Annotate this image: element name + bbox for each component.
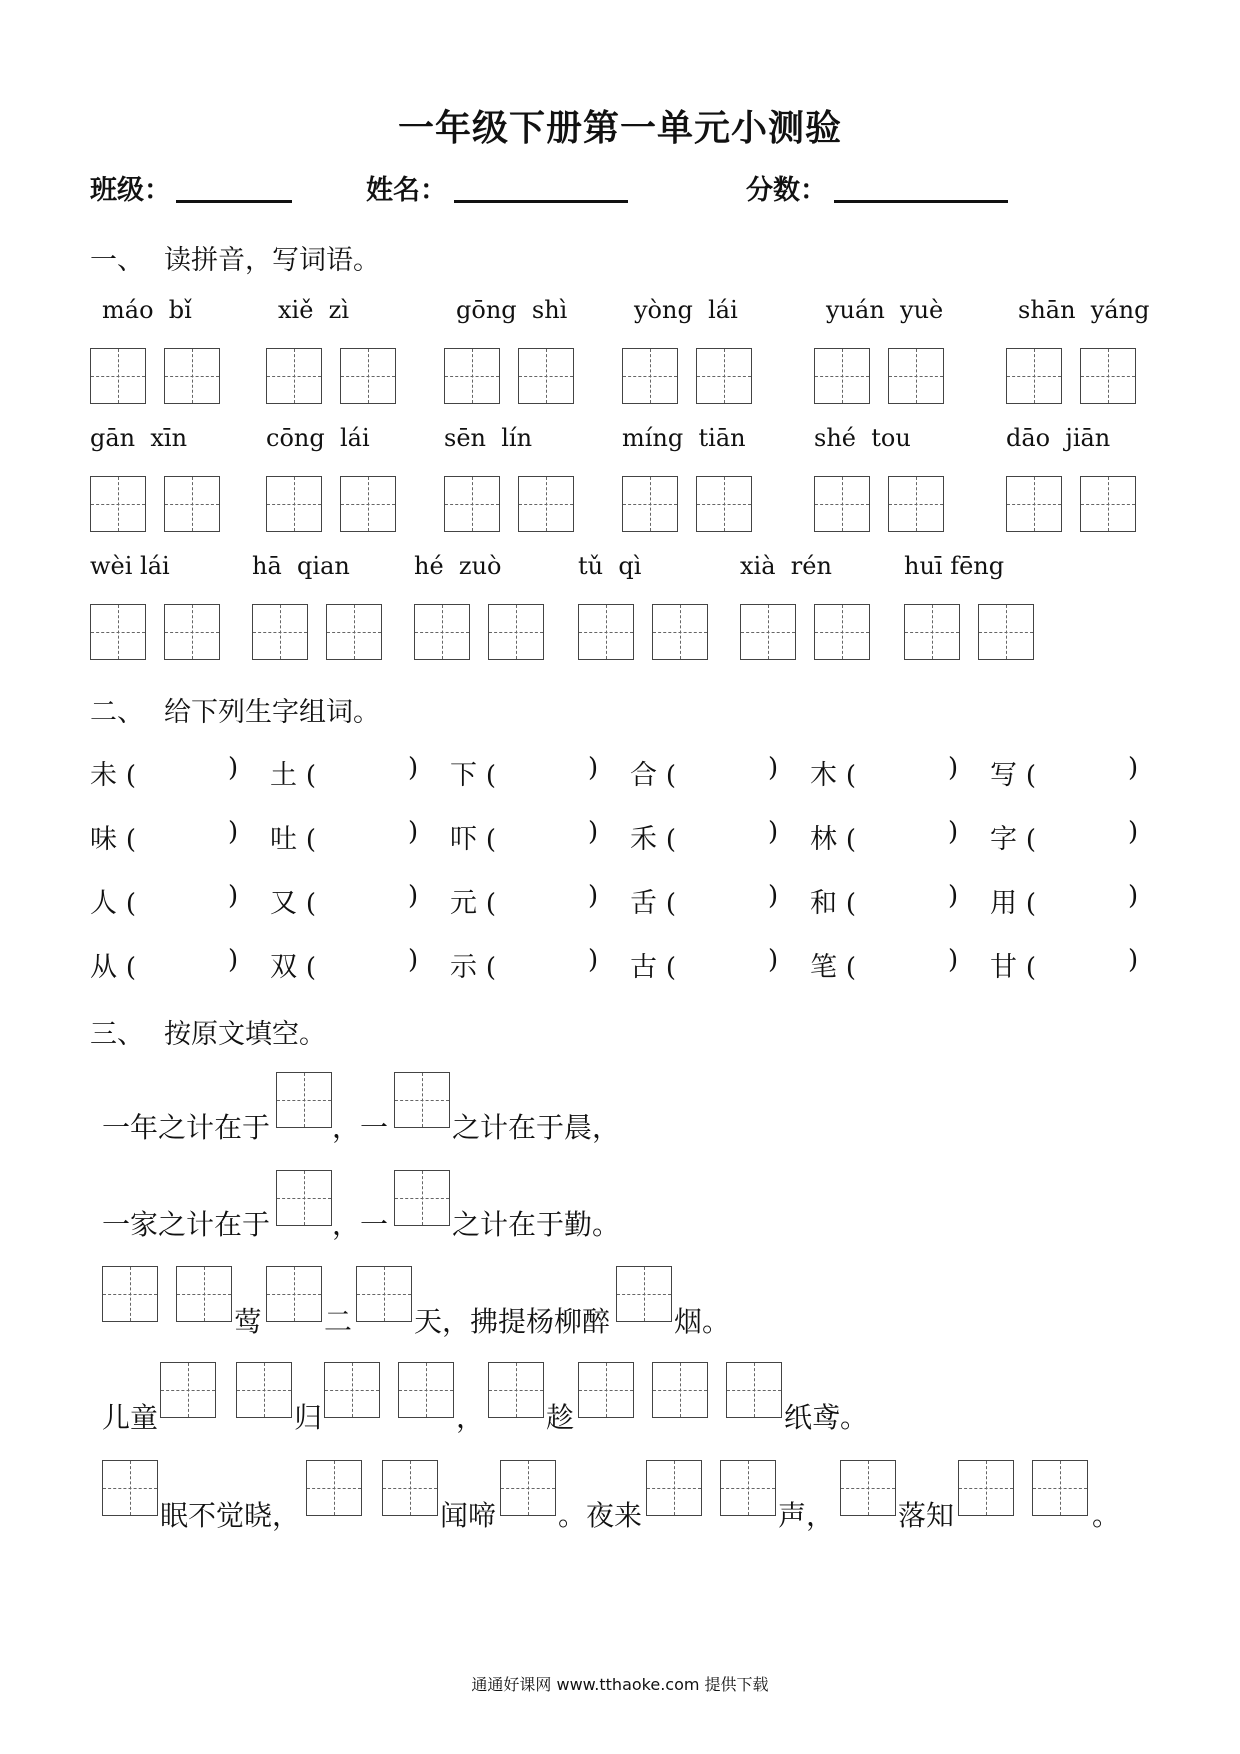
pinyin-label: wèi lái bbox=[90, 552, 170, 580]
character: 林 bbox=[810, 824, 837, 855]
word-building-item[interactable] bbox=[810, 881, 982, 920]
pinyin-label: cōng lái bbox=[266, 424, 370, 452]
close-paren: ) bbox=[1128, 881, 1139, 911]
answer-box[interactable] bbox=[646, 1460, 702, 1516]
character: 合 bbox=[630, 760, 657, 791]
open-paren: ( bbox=[665, 761, 677, 791]
answer-box[interactable] bbox=[500, 1460, 556, 1516]
answer-box[interactable] bbox=[1080, 348, 1136, 404]
answer-box[interactable] bbox=[720, 1460, 776, 1516]
class-field[interactable] bbox=[176, 200, 292, 203]
answer-box[interactable] bbox=[888, 348, 944, 404]
poem4-text-d: 趁 bbox=[546, 1401, 575, 1434]
word-building-item[interactable] bbox=[990, 817, 1162, 856]
character: 古 bbox=[630, 952, 657, 983]
answer-box[interactable] bbox=[518, 348, 574, 404]
poem2-text-c: 之计在于勤。 bbox=[452, 1208, 621, 1241]
poem4-text-a: 儿童 bbox=[102, 1401, 159, 1434]
answer-box[interactable] bbox=[488, 1362, 544, 1418]
answer-box[interactable] bbox=[616, 1266, 672, 1322]
close-paren: ) bbox=[948, 881, 959, 911]
close-paren: ) bbox=[768, 945, 779, 975]
character: 禾 bbox=[630, 824, 657, 855]
character: 味 bbox=[90, 824, 117, 855]
answer-box[interactable] bbox=[414, 604, 470, 660]
open-paren: ( bbox=[485, 889, 497, 919]
character: 吐 bbox=[270, 824, 297, 855]
pinyin-label: sēn lín bbox=[444, 424, 533, 452]
answer-box[interactable] bbox=[622, 476, 678, 532]
answer-box[interactable] bbox=[1032, 1460, 1088, 1516]
pinyin-label: tǔ qì bbox=[578, 552, 642, 580]
word-building-item[interactable] bbox=[990, 945, 1162, 984]
answer-box[interactable] bbox=[696, 476, 752, 532]
poem5-text-b: 闻啼 bbox=[440, 1499, 497, 1532]
word-building-item[interactable] bbox=[270, 817, 442, 856]
answer-box[interactable] bbox=[904, 604, 960, 660]
pinyin-label: máo bǐ bbox=[102, 296, 192, 324]
answer-box[interactable] bbox=[726, 1362, 782, 1418]
answer-box[interactable] bbox=[276, 1170, 332, 1226]
character: 土 bbox=[270, 760, 297, 791]
class-label: 班级： bbox=[90, 175, 171, 206]
section3-title: 按原文填空。 bbox=[164, 1019, 326, 1050]
answer-box[interactable] bbox=[102, 1460, 158, 1516]
answer-box[interactable] bbox=[652, 1362, 708, 1418]
open-paren: ( bbox=[665, 953, 677, 983]
answer-box[interactable] bbox=[814, 348, 870, 404]
character: 从 bbox=[90, 952, 117, 983]
word-building-item[interactable] bbox=[90, 817, 262, 856]
poem4-text-b: 归 bbox=[294, 1401, 323, 1434]
answer-box[interactable] bbox=[266, 348, 322, 404]
answer-box[interactable] bbox=[164, 348, 220, 404]
answer-box[interactable] bbox=[444, 348, 500, 404]
character: 写 bbox=[990, 760, 1017, 791]
character: 未 bbox=[90, 760, 117, 791]
answer-box[interactable] bbox=[164, 604, 220, 660]
answer-box[interactable] bbox=[518, 476, 574, 532]
answer-box[interactable] bbox=[236, 1362, 292, 1418]
close-paren: ) bbox=[408, 945, 419, 975]
poem5-text-e: 落知 bbox=[898, 1499, 955, 1532]
close-paren: ) bbox=[408, 881, 419, 911]
character: 字 bbox=[990, 824, 1017, 855]
answer-box[interactable] bbox=[888, 476, 944, 532]
score-label: 分数： bbox=[746, 175, 827, 206]
section2-heading bbox=[90, 690, 380, 729]
answer-box[interactable] bbox=[652, 604, 708, 660]
character: 双 bbox=[270, 952, 297, 983]
character: 又 bbox=[270, 888, 297, 919]
pinyin-label: yuán yuè bbox=[826, 296, 944, 324]
open-paren: ( bbox=[305, 953, 317, 983]
open-paren: ( bbox=[485, 825, 497, 855]
character: 示 bbox=[450, 952, 477, 983]
close-paren: ) bbox=[588, 753, 599, 783]
poem4-text-c: ， bbox=[456, 1401, 485, 1434]
word-building-item[interactable] bbox=[450, 817, 622, 856]
word-building-item[interactable] bbox=[990, 881, 1162, 920]
word-building-item[interactable] bbox=[990, 753, 1162, 792]
open-paren: ( bbox=[845, 953, 857, 983]
character: 木 bbox=[810, 760, 837, 791]
word-building-item[interactable] bbox=[450, 753, 622, 792]
open-paren: ( bbox=[305, 825, 317, 855]
close-paren: ) bbox=[768, 817, 779, 847]
word-building-item[interactable] bbox=[810, 817, 982, 856]
word-building-item[interactable] bbox=[630, 753, 802, 792]
section2-title: 给下列生字组词。 bbox=[164, 697, 380, 728]
poem5-text-f: 。 bbox=[1092, 1499, 1121, 1532]
answer-box[interactable] bbox=[578, 604, 634, 660]
close-paren: ) bbox=[1128, 753, 1139, 783]
answer-box[interactable] bbox=[306, 1460, 362, 1516]
word-building-item[interactable] bbox=[270, 753, 442, 792]
footer-credit: 通通好课网 www.tthaoke.com 提供下载 bbox=[471, 1675, 769, 1694]
character: 舌 bbox=[630, 888, 657, 919]
word-building-item[interactable] bbox=[810, 753, 982, 792]
close-paren: ) bbox=[228, 945, 239, 975]
word-building-item[interactable] bbox=[630, 945, 802, 984]
pinyin-label: gōng shì bbox=[456, 296, 568, 324]
answer-box[interactable] bbox=[160, 1362, 216, 1418]
poem3-text-c: 天，拂提杨柳醉 bbox=[414, 1305, 611, 1338]
name-label: 姓名： bbox=[366, 175, 447, 206]
character: 笔 bbox=[810, 952, 837, 983]
open-paren: ( bbox=[305, 761, 317, 791]
answer-box[interactable] bbox=[324, 1362, 380, 1418]
pinyin-label: yòng lái bbox=[634, 296, 738, 324]
word-building-item[interactable] bbox=[630, 817, 802, 856]
pinyin-label: huī fēng bbox=[904, 552, 1005, 580]
close-paren: ) bbox=[408, 753, 419, 783]
answer-box[interactable] bbox=[1006, 476, 1062, 532]
open-paren: ( bbox=[125, 825, 137, 855]
poem5-text-a: 眠不觉晓， bbox=[160, 1499, 301, 1532]
answer-box[interactable] bbox=[90, 476, 146, 532]
answer-box[interactable] bbox=[958, 1460, 1014, 1516]
answer-box[interactable] bbox=[276, 1072, 332, 1128]
character: 元 bbox=[450, 888, 477, 919]
score-field[interactable] bbox=[834, 200, 1008, 203]
poem3-text-b: 二 bbox=[324, 1305, 353, 1338]
open-paren: ( bbox=[665, 889, 677, 919]
section1-title: 读拼音，写词语。 bbox=[164, 245, 380, 276]
answer-box[interactable] bbox=[252, 604, 308, 660]
close-paren: ) bbox=[768, 881, 779, 911]
close-paren: ) bbox=[588, 881, 599, 911]
poem1-text-b: ，一 bbox=[332, 1111, 389, 1144]
answer-box[interactable] bbox=[164, 476, 220, 532]
pinyin-label: shé tou bbox=[814, 424, 911, 452]
answer-box[interactable] bbox=[1080, 476, 1136, 532]
close-paren: ) bbox=[768, 753, 779, 783]
word-building-item[interactable] bbox=[270, 945, 442, 984]
close-paren: ) bbox=[228, 881, 239, 911]
close-paren: ) bbox=[948, 945, 959, 975]
character: 人 bbox=[90, 888, 117, 919]
answer-box[interactable] bbox=[266, 1266, 322, 1322]
answer-box[interactable] bbox=[1006, 348, 1062, 404]
page-title: 一年级下册第一单元小测验 bbox=[397, 108, 842, 149]
open-paren: ( bbox=[485, 953, 497, 983]
answer-box[interactable] bbox=[90, 604, 146, 660]
poem5-text-c: 。夜来 bbox=[558, 1499, 643, 1532]
open-paren: ( bbox=[845, 761, 857, 791]
close-paren: ) bbox=[948, 753, 959, 783]
section1-number: 一、 bbox=[90, 245, 144, 276]
close-paren: ) bbox=[948, 817, 959, 847]
pinyin-label: xiě zì bbox=[278, 296, 349, 324]
answer-box[interactable] bbox=[622, 348, 678, 404]
open-paren: ( bbox=[1025, 889, 1037, 919]
poem1-text-a: 一年之计在于 bbox=[102, 1111, 271, 1144]
open-paren: ( bbox=[125, 889, 137, 919]
pinyin-label: gān xīn bbox=[90, 424, 188, 452]
open-paren: ( bbox=[1025, 953, 1037, 983]
poem5-text-d: 声， bbox=[778, 1499, 835, 1532]
open-paren: ( bbox=[125, 953, 137, 983]
close-paren: ) bbox=[588, 945, 599, 975]
open-paren: ( bbox=[485, 761, 497, 791]
answer-box[interactable] bbox=[356, 1266, 412, 1322]
word-building-item[interactable] bbox=[450, 945, 622, 984]
close-paren: ) bbox=[228, 817, 239, 847]
answer-box[interactable] bbox=[444, 476, 500, 532]
word-building-item[interactable] bbox=[450, 881, 622, 920]
poem2-text-a: 一家之计在于 bbox=[102, 1208, 271, 1241]
close-paren: ) bbox=[228, 753, 239, 783]
poem3-text-a: 莺 bbox=[234, 1305, 263, 1338]
pinyin-label: míng tiān bbox=[622, 424, 746, 452]
answer-box[interactable] bbox=[102, 1266, 158, 1322]
open-paren: ( bbox=[845, 825, 857, 855]
pinyin-label: shān yáng bbox=[1018, 296, 1150, 324]
answer-box[interactable] bbox=[840, 1460, 896, 1516]
answer-box[interactable] bbox=[740, 604, 796, 660]
character: 和 bbox=[810, 888, 837, 919]
close-paren: ) bbox=[408, 817, 419, 847]
answer-box[interactable] bbox=[398, 1362, 454, 1418]
answer-box[interactable] bbox=[382, 1460, 438, 1516]
answer-box[interactable] bbox=[266, 476, 322, 532]
pinyin-label: hā qian bbox=[252, 552, 350, 580]
answer-box[interactable] bbox=[578, 1362, 634, 1418]
section3-number: 三、 bbox=[90, 1019, 144, 1050]
pinyin-label: hé zuò bbox=[414, 552, 502, 580]
character: 甘 bbox=[990, 952, 1017, 983]
pinyin-label: xià rén bbox=[740, 552, 832, 580]
answer-box[interactable] bbox=[326, 604, 382, 660]
character: 下 bbox=[450, 760, 477, 791]
section3-heading bbox=[90, 1012, 326, 1051]
answer-box[interactable] bbox=[394, 1072, 450, 1128]
answer-box[interactable] bbox=[814, 476, 870, 532]
open-paren: ( bbox=[305, 889, 317, 919]
answer-box[interactable] bbox=[340, 348, 396, 404]
close-paren: ) bbox=[1128, 945, 1139, 975]
answer-box[interactable] bbox=[488, 604, 544, 660]
open-paren: ( bbox=[845, 889, 857, 919]
word-building-item[interactable] bbox=[90, 945, 262, 984]
section2-number: 二、 bbox=[90, 697, 144, 728]
name-field[interactable] bbox=[454, 200, 628, 203]
close-paren: ) bbox=[1128, 817, 1139, 847]
open-paren: ( bbox=[1025, 761, 1037, 791]
open-paren: ( bbox=[1025, 825, 1037, 855]
poem2-text-b: ，一 bbox=[332, 1208, 389, 1241]
word-building-item[interactable] bbox=[810, 945, 982, 984]
word-building-item[interactable] bbox=[90, 881, 262, 920]
answer-box[interactable] bbox=[814, 604, 870, 660]
word-building-item[interactable] bbox=[630, 881, 802, 920]
answer-box[interactable] bbox=[340, 476, 396, 532]
answer-box[interactable] bbox=[176, 1266, 232, 1322]
open-paren: ( bbox=[125, 761, 137, 791]
word-building-item[interactable] bbox=[90, 753, 262, 792]
pinyin-label: dāo jiān bbox=[1006, 424, 1111, 452]
answer-box[interactable] bbox=[394, 1170, 450, 1226]
answer-box[interactable] bbox=[696, 348, 752, 404]
poem3-text-d: 烟。 bbox=[674, 1305, 731, 1338]
poem4-text-e: 纸鸢。 bbox=[784, 1401, 869, 1434]
word-building-item[interactable] bbox=[270, 881, 442, 920]
section1-heading bbox=[90, 238, 380, 277]
character: 用 bbox=[990, 888, 1017, 919]
character: 吓 bbox=[450, 824, 477, 855]
answer-box[interactable] bbox=[90, 348, 146, 404]
poem1-text-c: 之计在于晨， bbox=[452, 1111, 621, 1144]
open-paren: ( bbox=[665, 825, 677, 855]
close-paren: ) bbox=[588, 817, 599, 847]
answer-box[interactable] bbox=[978, 604, 1034, 660]
